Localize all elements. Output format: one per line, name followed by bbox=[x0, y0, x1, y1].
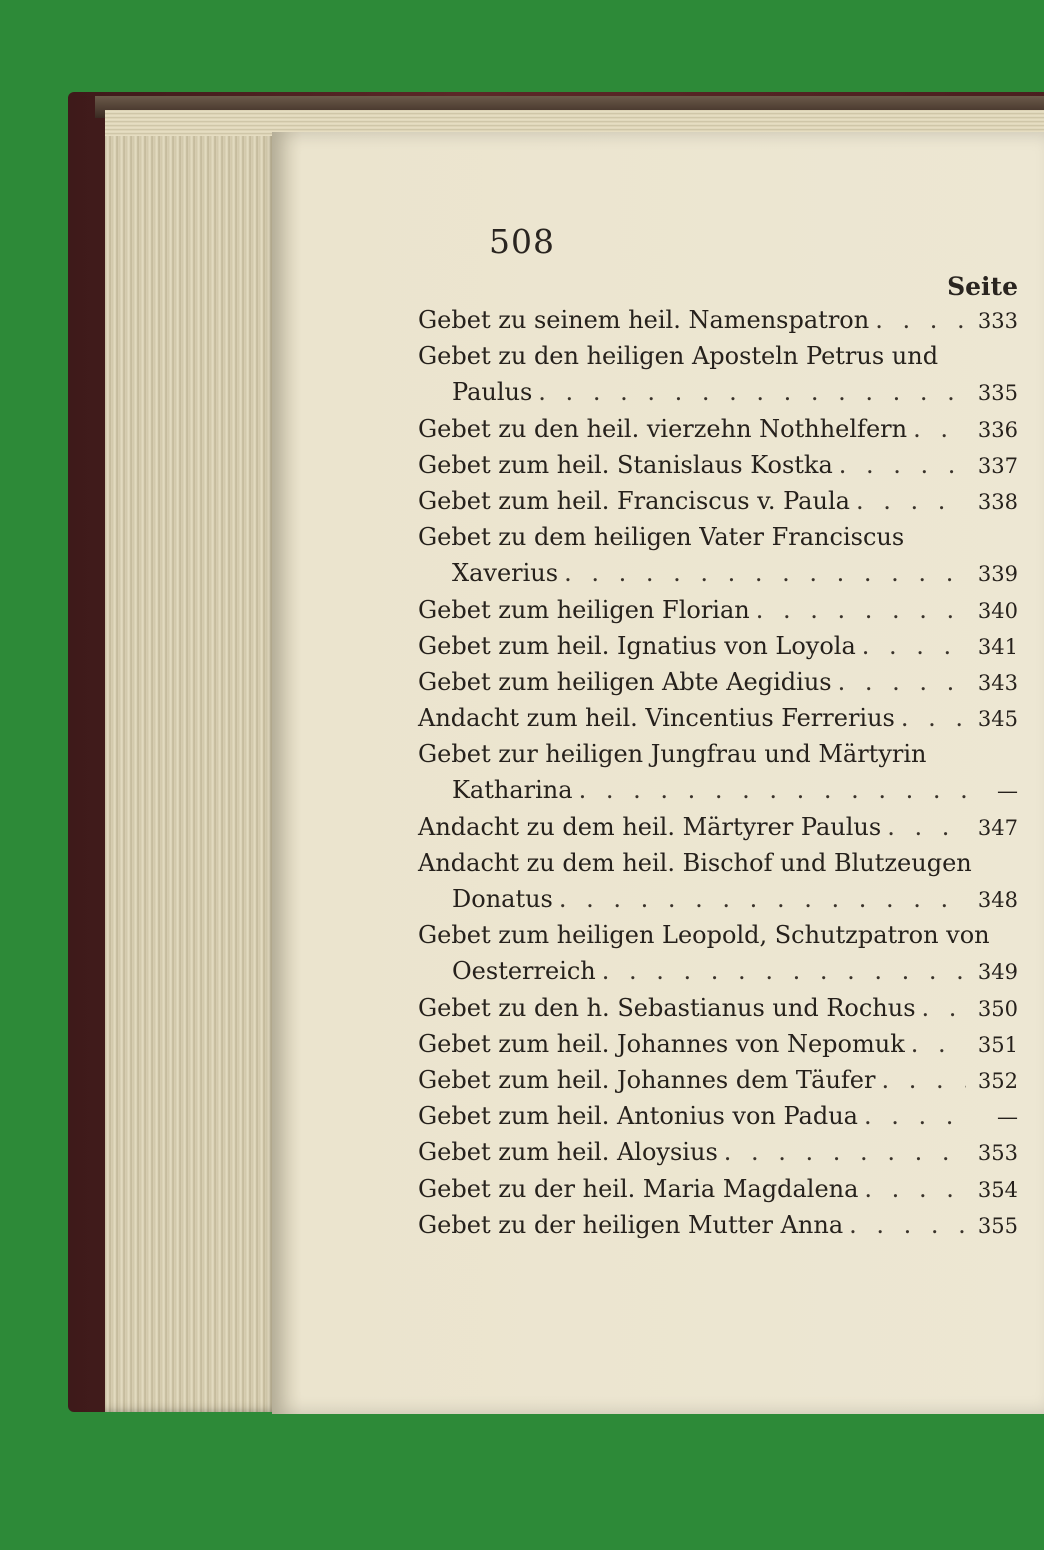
dot-leader bbox=[881, 1066, 966, 1094]
toc-entry-title: Oesterreich bbox=[452, 957, 596, 986]
toc-entry-line bbox=[418, 1102, 1018, 1138]
dot-leader bbox=[856, 487, 966, 515]
toc-entry-line bbox=[418, 994, 1018, 1030]
toc-entry-line bbox=[418, 342, 1018, 378]
page-edges bbox=[105, 112, 280, 1412]
toc-entry-title: Donatus bbox=[452, 885, 553, 913]
toc-entry-title: Gebet zu den heil. vierzehn Nothhelfern bbox=[418, 414, 908, 443]
toc-entry-title: Gebet zum heiligen Florian bbox=[418, 595, 750, 624]
dot-leader bbox=[838, 668, 966, 696]
toc-entry-title: Gebet zu der heil. Maria Magdalena bbox=[418, 1174, 859, 1203]
toc-page-number: 353 bbox=[977, 1141, 1018, 1166]
toc-page-number: 335 bbox=[977, 381, 1018, 406]
dot-leader bbox=[922, 994, 966, 1022]
toc-page-number: 348 bbox=[977, 888, 1018, 912]
toc-page-number: 339 bbox=[977, 562, 1018, 587]
page-number: 508 bbox=[489, 222, 555, 261]
toc-entry-line bbox=[418, 1211, 1018, 1247]
toc-entry-title: Gebet zum heil. Johannes von Nepomuk bbox=[418, 1029, 905, 1058]
toc-entry-title: Gebet zum heil. Aloysius bbox=[418, 1138, 718, 1167]
toc-page-number: — bbox=[997, 779, 1018, 804]
dot-leader bbox=[559, 885, 966, 913]
toc-page-number: 350 bbox=[977, 996, 1018, 1021]
toc-entry-line bbox=[418, 632, 1018, 668]
toc-page-number: 336 bbox=[977, 417, 1018, 442]
toc-entry-line bbox=[418, 885, 1018, 921]
toc-entry-line bbox=[418, 559, 1018, 595]
toc-entry-line bbox=[418, 306, 1018, 342]
toc-entry-title: Gebet zum heil. Franciscus v. Paula bbox=[418, 486, 850, 515]
toc-entry-title: Gebet zu den h. Sebastianus und Rochus bbox=[418, 993, 916, 1022]
toc-entry-title: Xaverius bbox=[452, 559, 559, 588]
dot-leader bbox=[839, 451, 966, 479]
toc-entry-line bbox=[418, 451, 1018, 487]
toc-entry-line bbox=[418, 1138, 1018, 1174]
table-of-contents bbox=[418, 306, 1018, 1247]
toc-page-number: 355 bbox=[977, 1213, 1018, 1238]
toc-entry-line bbox=[418, 378, 1018, 414]
toc-entry-line bbox=[418, 813, 1018, 849]
dot-leader bbox=[911, 1030, 966, 1058]
toc-entry-title: Gebet zum heiligen Abte Aegidius bbox=[418, 667, 832, 696]
dot-leader bbox=[864, 1175, 966, 1203]
toc-entry-line bbox=[418, 1175, 1018, 1211]
toc-entry-line bbox=[418, 849, 1018, 885]
toc-page-number: 338 bbox=[977, 489, 1018, 514]
toc-entry-line bbox=[418, 1066, 1018, 1102]
column-header-seite: Seite bbox=[947, 272, 1018, 301]
toc-entry-title: Gebet zu den heiligen Aposteln Petrus und bbox=[418, 342, 939, 371]
toc-entry-line bbox=[418, 776, 1018, 812]
toc-page-number: — bbox=[997, 1105, 1018, 1130]
toc-entry-title: Gebet zu seinem heil. Namenspatron bbox=[418, 306, 870, 334]
toc-page-number: 340 bbox=[977, 598, 1018, 623]
toc-entry-line bbox=[418, 487, 1018, 523]
toc-entry-title: Andacht zu dem heil. Märtyrer Paulus bbox=[418, 812, 882, 841]
dot-leader bbox=[864, 1102, 966, 1130]
dot-leader bbox=[756, 596, 966, 624]
dot-leader bbox=[849, 1211, 966, 1239]
toc-entry-title: Paulus bbox=[452, 378, 533, 407]
toc-entry-title: Gebet zum heil. Stanislaus Kostka bbox=[418, 450, 833, 479]
dot-leader bbox=[913, 415, 966, 443]
dot-leader bbox=[724, 1138, 966, 1166]
toc-page-number: 345 bbox=[977, 707, 1018, 732]
toc-entry-title: Andacht zu dem heil. Bischof und Blutzeugen bbox=[418, 848, 972, 877]
toc-entry-title: Gebet zum heiligen Leopold, Schutzpatron von bbox=[418, 921, 990, 950]
toc-entry-line bbox=[418, 704, 1018, 740]
toc-entry-line bbox=[418, 596, 1018, 632]
dot-leader bbox=[538, 378, 966, 406]
dot-leader bbox=[875, 306, 966, 334]
toc-entry-title: Gebet zum heil. Ignatius von Loyola bbox=[418, 631, 856, 660]
toc-entry-title: Gebet zum heil. Antonius von Padua bbox=[418, 1102, 858, 1131]
toc-entry-line bbox=[418, 957, 1018, 993]
toc-entry-line bbox=[418, 668, 1018, 704]
toc-entry-title: Gebet zu dem heiligen Vater Franciscus bbox=[418, 523, 905, 552]
dot-leader bbox=[901, 704, 966, 732]
toc-entry-title: Andacht zum heil. Vincentius Ferrerius bbox=[418, 704, 895, 733]
toc-entry-title: Gebet zum heil. Johannes dem Täufer bbox=[418, 1065, 876, 1094]
toc-page-number: 347 bbox=[977, 815, 1018, 840]
toc-page-number: 343 bbox=[977, 670, 1018, 695]
toc-page-number: 341 bbox=[977, 634, 1018, 659]
toc-entry-title: Gebet zu der heiligen Mutter Anna bbox=[418, 1210, 844, 1239]
toc-entry-line bbox=[418, 415, 1018, 451]
toc-page-number: 337 bbox=[977, 453, 1018, 478]
toc-page-number: 333 bbox=[977, 309, 1018, 333]
toc-entry-title: Gebet zur heiligen Jungfrau und Märtyrin bbox=[418, 740, 927, 769]
dot-leader bbox=[862, 632, 966, 660]
toc-entry-line bbox=[418, 1030, 1018, 1066]
dot-leader bbox=[602, 957, 966, 985]
toc-entry-title: Katharina bbox=[452, 776, 573, 805]
toc-page-number: 349 bbox=[977, 960, 1018, 985]
dot-leader bbox=[579, 776, 966, 804]
toc-page-number: 351 bbox=[977, 1032, 1018, 1057]
dot-leader bbox=[564, 559, 966, 587]
toc-entry-line bbox=[418, 523, 1018, 559]
toc-page-number: 352 bbox=[977, 1068, 1018, 1093]
toc-entry-line bbox=[418, 740, 1018, 776]
toc-page-number: 354 bbox=[977, 1177, 1018, 1202]
dot-leader bbox=[887, 813, 966, 841]
toc-entry-line bbox=[418, 921, 1018, 957]
